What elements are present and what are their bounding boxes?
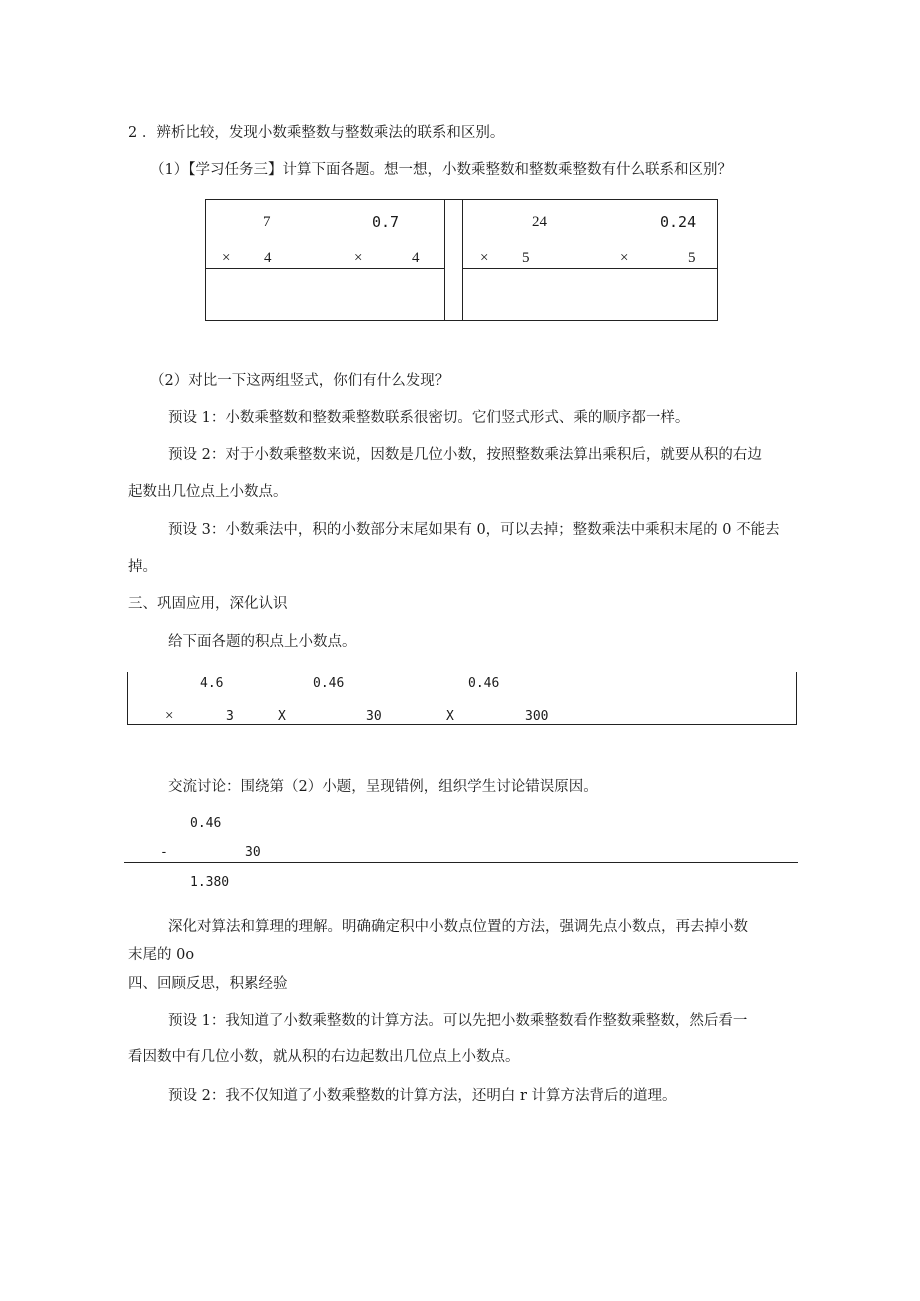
error-rule [124,862,798,863]
error-top: 0.46 [190,816,222,831]
calc-a-bottom: 4 [264,250,272,266]
practice-left-border [127,672,128,725]
problem-1-op: × [165,708,174,724]
error-op: - [160,845,168,860]
calc-c-bottom: 5 [522,250,530,266]
calc-c-times: × [480,250,489,266]
calc-b-times: × [354,250,363,266]
preset-3-line1: 预设 3：小数乘法中，积的小数部分末尾如果有 0，可以去掉；整数乘法中乘积末尾的 0 不能去 [168,522,780,538]
calc-d-bottom: 5 [688,250,696,266]
table-left-divider [205,268,445,269]
problem-2-op: X [278,709,286,724]
discussion: 交流讨论：围绕第（2）小题，呈现错例，组织学生讨论错误原因。 [168,779,598,795]
section4-preset-1-line2: 看因数中有几位小数，就从积的右边起数出几位点上小数点。 [128,1049,520,1065]
problem-3-top: 0.46 [468,676,500,691]
table-gap-top [445,199,462,200]
section3-heading: 三、巩固应用，深化认识 [128,596,288,612]
calc-a-times: × [222,250,231,266]
problem-1-bottom: 3 [226,709,234,724]
problem-3-bottom: 300 [525,709,549,724]
calc-d-top: 0.24 [660,213,697,231]
calc-c-top: 24 [532,214,547,230]
section4-preset-2: 预设 2：我不仅知道了小数乘整数的计算方法，还明白 r 计算方法背后的道理。 [168,1088,677,1104]
problem-2-bottom: 30 [366,709,382,724]
section4-heading: 四、回顾反思，积累经验 [128,976,288,992]
calc-b-bottom: 4 [412,250,420,266]
calc-d-times: × [620,250,629,266]
problem-1-top: 4.6 [200,676,224,691]
practice-right-border [796,672,797,725]
calc-a-top: 7 [263,214,271,230]
error-bottom: 30 [245,845,261,860]
table-gap-bottom [445,320,462,321]
problem-2-top: 0.46 [313,676,345,691]
section2-heading: 2 ．辨析比较，发现小数乘整数与整数乘法的联系和区别。 [128,125,505,141]
table-left-box [205,199,445,321]
problem-3-op: X [446,709,454,724]
preset-2-line1: 预设 2：对于小数乘整数来说，因数是几位小数，按照整数乘法算出乘积后，就要从积的右边 [168,447,762,463]
preset-2-line2: 起数出几位点上小数点。 [128,484,288,500]
deepen-line1: 深化对算法和算理的理解。明确确定积中小数点位置的方法，强调先点小数点，再去掉小数 [168,919,748,935]
section3-instruction: 给下面各题的积点上小数点。 [168,634,357,650]
deepen-line2: 末尾的 0o [128,947,195,963]
task-prompt: （1）【学习任务三】计算下面各题。想一想，小数乘整数和整数乘整数有什么联系和区别？ [150,162,732,178]
preset-3-line2: 掉。 [128,559,157,575]
section4-preset-1-line1: 预设 1：我知道了小数乘整数的计算方法。可以先把小数乘整数看作整数乘整数，然后看一 [168,1013,748,1029]
table-right-divider [462,268,718,269]
question-2: （2）对比一下这两组竖式，你们有什么发现？ [150,373,450,389]
error-result: 1.380 [190,875,230,890]
preset-1: 预设 1：小数乘整数和整数乘整数联系很密切。它们竖式形式、乘的顺序都一样。 [168,410,690,426]
calc-b-top: 0.7 [372,213,400,231]
